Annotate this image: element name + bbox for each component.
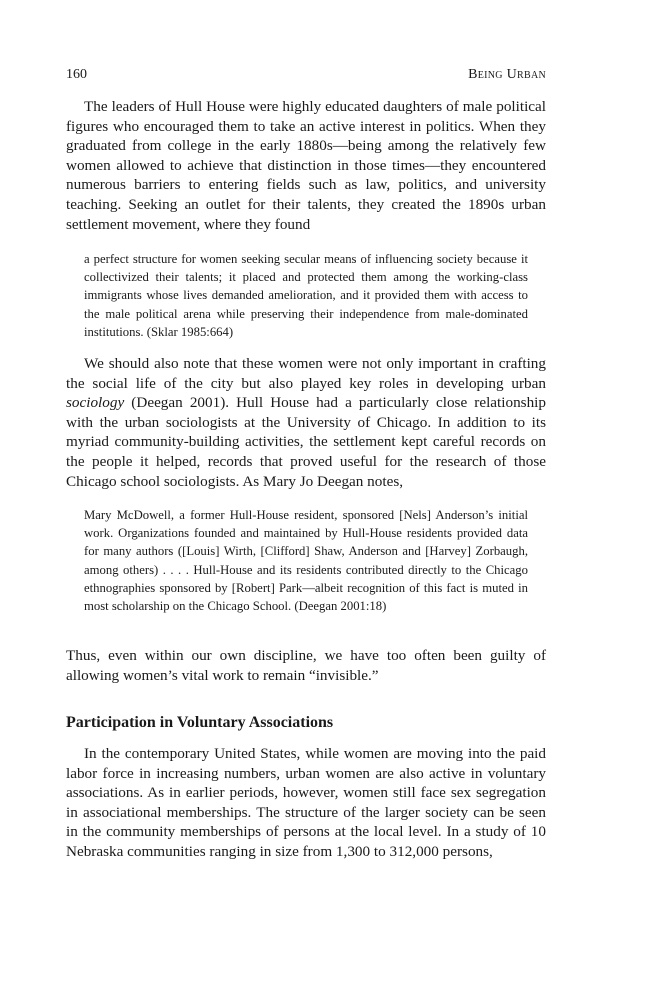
paragraph-invisible-work: Thus, even within our own discipline, we have too often been guilty of allowing women’s vital work to remain “invisible.”: [66, 647, 546, 684]
paragraph-urban-sociology-start: We should also note that these women were not only important in crafting the social life of the city but also played key roles in developing urban: [66, 355, 546, 392]
page-number: 160: [66, 67, 87, 82]
running-head: [66, 66, 546, 84]
block-quote-deegan: Mary McDowell, a former Hull-House resident, sponsored [Nels] Anderson’s initial work. Organizations founded and maintained by Hull-House residents provided data for many authors ([Louis] Wirth, [Clifford] Shaw, Anderson and [Harvey] Zorbaugh, among others) . . . . Hull-House and its residents contributed directly to the Chicago ethnographies sponsored by [Robert] Park—albeit recognition of this fact is muted in most scholarship on the Chicago School. (Deegan 2001:18): [84, 508, 528, 614]
paragraph-urban-sociology-end: (Deegan 2001). Hull House had a particularly close relationship with the urban sociologists at the University of Chicago. In addition to its myriad community-building activities, the settlement kept careful records on the people it helped, records that proved useful for the research of those Chicago school sociologists. As Mary Jo Deegan notes,: [66, 394, 546, 490]
block-quote-sklar: a perfect structure for women seeking secular means of influencing society because it collectivized their talents; it placed and protected them among the working-class immigrants whose lives demanded amelioration, and it provided them with access to the male political arena while preserving their independence from male-dominated institutions. (Sklar 1985:664): [84, 252, 528, 339]
italic-term-sociology: sociology: [66, 394, 125, 412]
running-title: Being Urban: [468, 67, 546, 82]
paragraph-hull-house-leaders: The leaders of Hull House were highly educated daughters of male political figures who encouraged them to take an active interest in politics. When they graduated from college in the early 1880s—being among the relatively few women allowed to achieve that distinction in those times—they encountered numerous barriers to entering fields such as law, politics, and university teaching. Seeking an outlet for their talents, they created the 1890s urban settlement movement, where they found: [66, 98, 546, 233]
paragraph-voluntary-associations: In the contemporary United States, while women are moving into the paid labor force in increasing numbers, urban women are also active in voluntary associations. As in earlier periods, however, women still face sex segregation in associational memberships. The structure of the larger society can be seen in the community memberships of persons at the local level. In a study of 10 Nebraska communities ranging in size from 1,300 to 312,000 persons,: [66, 745, 546, 860]
section-heading: Participation in Voluntary Associations: [66, 714, 334, 731]
paragraph-urban-sociology: [66, 354, 546, 491]
